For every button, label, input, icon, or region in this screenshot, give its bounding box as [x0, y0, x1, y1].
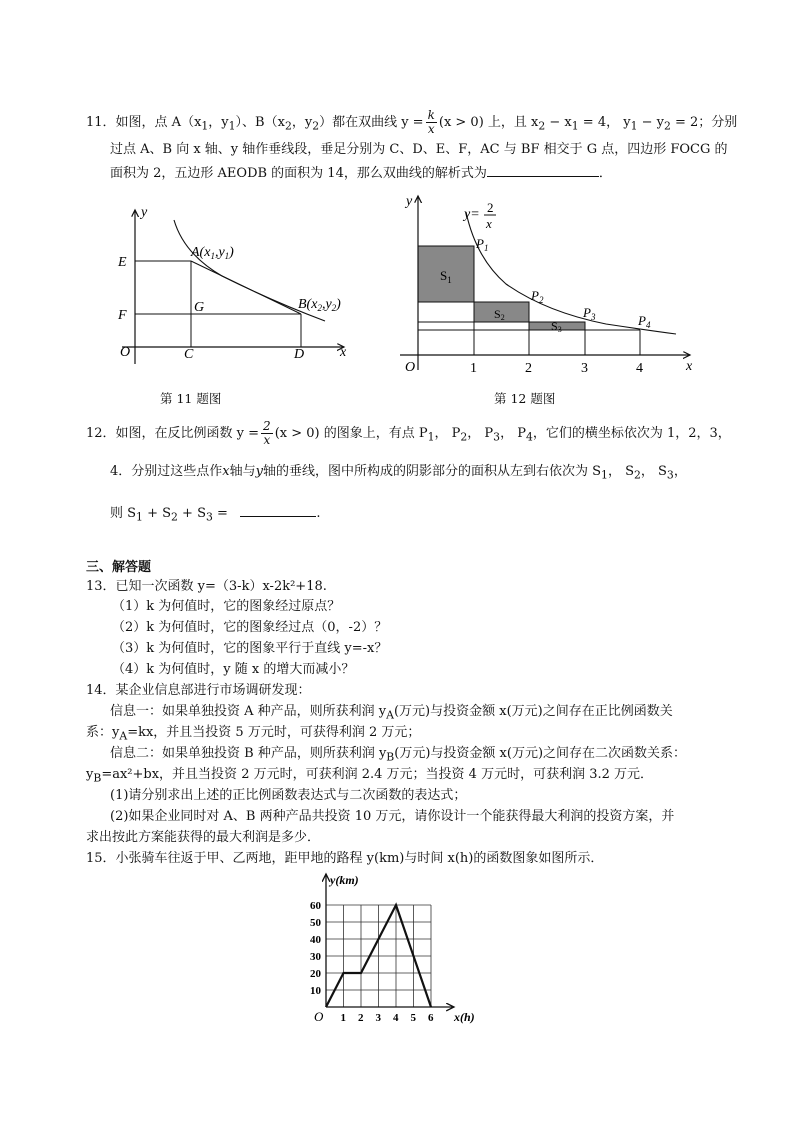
q12-tick-2: 2: [525, 361, 532, 376]
q14-stem: 14．某企业信息部进行市场调研发现：: [86, 683, 311, 698]
q11-figure: [112, 196, 362, 368]
q12-label-eq-num: 2: [487, 200, 494, 215]
q11-fraction: $\frac{k}{x}$: [427, 108, 435, 136]
q11-label-E: E: [118, 255, 127, 270]
q13-item-3: （3）k 为何值时，它的图象平行于直线 y=-x？: [112, 641, 388, 656]
q11-line-3: 面积为 2，五边形 AEODB 的面积为 14，那么双曲线的解析式为 ．: [110, 162, 612, 184]
q15-x-tick-label: 5: [410, 1012, 416, 1024]
sub: 1: [201, 119, 209, 133]
q12-label-eq: y=: [464, 207, 480, 222]
q15-x-tick-label: 2: [358, 1012, 364, 1024]
section-title: 三、解答题: [86, 560, 152, 575]
q14-part-2: (2)如果企业同时对 A、B 两种产品共投资 10 万元，请你设计一个能获得最大利润的投资方案，并: [110, 809, 675, 824]
q12-answer-blank[interactable]: [240, 502, 316, 517]
q14-info1-cont: 系：$y_A=kx$，并且当投资 5 万元时，可获得利润 2 万元；: [86, 725, 421, 743]
q11-label-C: C: [184, 347, 194, 362]
q14-part-2-cont: 求出按此方案能获得的最大利润是多少．: [86, 830, 321, 845]
q11-line-2: 过点 A、B 向 x 轴、y 轴作垂线段，垂足分别为 C、D、E、F，AC 与 BF 相交于 G 点，四边形 FOCG 的: [110, 142, 728, 157]
q14-info2: 信息二：如果单独投资 B 种产品，则所获利润 $y_B$(万元)与投资金额 x(万元)之间存在二次函数关系：: [110, 746, 687, 764]
q12-label-S2: S2: [494, 307, 505, 322]
q11-chord-AB: [191, 261, 301, 314]
q12-tick-1: 1: [470, 361, 477, 376]
q12-label-P3: $P_3$: [583, 305, 596, 322]
q12-line-3: 则 $S_1 + S_2 + S_3$ = .: [110, 502, 320, 528]
q13-item-2: （2）k 为何值时，它的图象经过点（0，-2）？: [112, 620, 388, 635]
q12-tick-4: 4: [636, 361, 643, 376]
q13-item-1: （1）k 为何值时，它的图象经过原点？: [112, 599, 341, 614]
q12-label-eq-den: x: [486, 216, 492, 231]
q14-part-1: (1)请分别求出上述的正比例函数表达式与二次函数的表达式；: [110, 788, 467, 803]
q15-stem: 15．小张骑车往返于甲、乙两地，距甲地的路程 y(km)与时间 x(h)的函数图象如图所示．: [86, 851, 604, 866]
q11-label-x: x: [340, 345, 347, 360]
q12-fraction: $\frac{2}{x}$: [263, 419, 271, 447]
q12-caption: 第 12 题图: [494, 391, 556, 406]
q11-line-1: 11．如图，点 $A(x_1$，$y_1$）、$B(x_2$，$y_2$）都在双曲线 y = $\frac{k}{x}$ (x > 0) 上，且 $x_2 - x_1 = 4$， $y_1 - y_2 = 2$；分别: [86, 108, 738, 136]
q15-y-tick-label: 10: [310, 985, 321, 997]
q11-label-O: O: [120, 345, 131, 360]
q11-answer-blank[interactable]: [487, 162, 599, 177]
q15-origin: O: [314, 1009, 324, 1024]
q15-y-tick-label: 40: [310, 934, 321, 946]
q11-label-D: D: [294, 347, 305, 362]
q15-y-tick-label: 30: [310, 951, 321, 963]
q11-caption: 第 11 题图: [160, 391, 222, 406]
q15-y-tick-label: 50: [310, 917, 321, 929]
q15-y-tick-label: 20: [310, 968, 321, 980]
q12-label-y: y: [406, 194, 413, 209]
q11-label-y: y: [141, 205, 148, 220]
q12-label-x: x: [686, 359, 693, 374]
q12-tick-3: 3: [581, 361, 588, 376]
q11-label-B: $B(x_2,y_2)$: [298, 297, 341, 313]
q15-ylabel: y(km): [330, 873, 359, 887]
q13-stem: 13．已知一次函数 y=（3-k）x-2k²+18.: [86, 579, 327, 594]
q12-label-O: O: [405, 360, 416, 375]
q12-label-S3: S3: [551, 319, 562, 334]
q15-xlabel: x(h): [454, 1010, 475, 1024]
q15-chart: [304, 868, 500, 1026]
q15-grid: [326, 905, 431, 1007]
q11-label-F: F: [118, 308, 127, 323]
q13-item-4: （4）k 为何值时，y 随 x 的增大而减小？: [112, 662, 355, 677]
q14-info1: 信息一：如果单独投资 A 种产品，则所获利润 $y_A$(万元)与投资金额 x(万元)之间存在正比例函数关: [110, 704, 673, 722]
q14-info2-cont: $y_B=ax^2+bx$，并且当投资 2 万元时，可获利润 2.4 万元；当投资 4 万元时，可获利润 3.2 万元．: [86, 767, 654, 785]
q15-x-tick-label: 6: [428, 1012, 434, 1024]
q11-label-G: G: [194, 300, 205, 315]
q12-label-P2: $P_2$: [531, 288, 544, 305]
q12-line-1: 12．如图，在反比例函数 y = $\frac{2}{x}$ (x > 0) 的图象上，有点 $P_1$， $P_2$， $P_3$， $P_4$，它们的横坐标依次为 1，2，3，: [86, 419, 731, 447]
q12-label-P1: $P_1$: [476, 236, 489, 253]
q12-line-2: 4．分别过这些点作x轴与y轴的垂线，图中所构成的阴影部分的面积从左到右依次为 $S_1$， $S_2$， $S_3$，: [110, 464, 687, 482]
q12-label-S1: $S_1$: [440, 268, 452, 285]
q12-label-P4: $P_4$: [638, 313, 651, 330]
q15-x-tick-label: 1: [340, 1012, 346, 1024]
q15-y-tick-label: 60: [310, 900, 321, 912]
q15-x-tick-label: 3: [375, 1012, 381, 1024]
q15-x-tick-label: 4: [393, 1012, 399, 1024]
q12-figure: [396, 188, 702, 378]
q11-label-A: $A(x_1,y_1)$: [191, 245, 234, 261]
